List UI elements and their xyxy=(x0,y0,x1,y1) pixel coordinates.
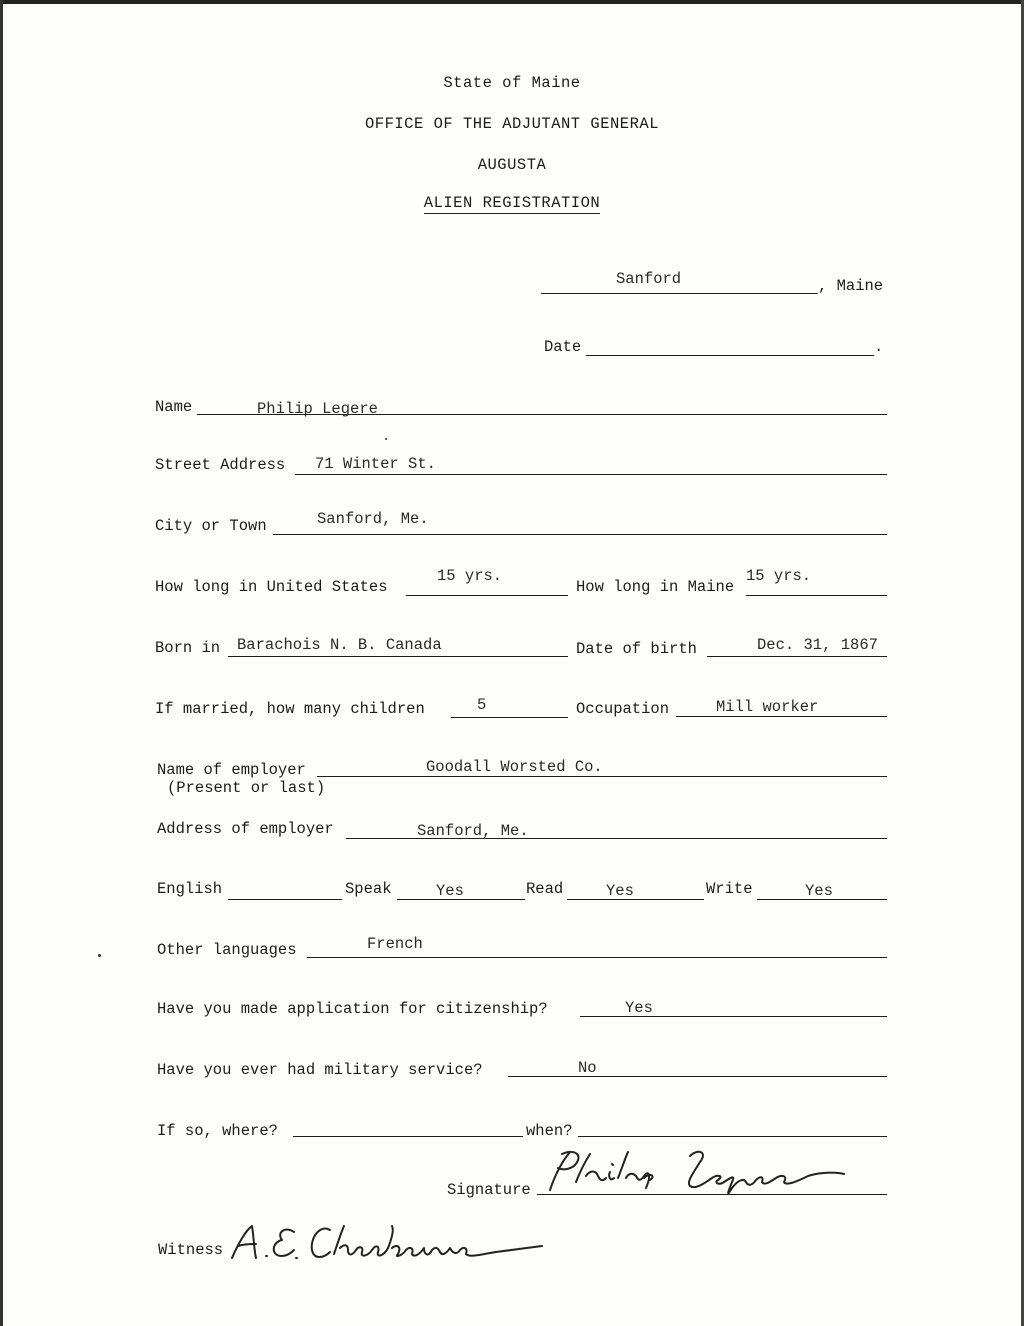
how-long-maine-value: 15 yrs. xyxy=(746,567,812,585)
street-address-value: 71 Winter St. xyxy=(315,455,436,473)
born-in-value: Barachois N. B. Canada xyxy=(237,636,442,654)
signature-label: Signature xyxy=(447,1181,531,1199)
how-long-maine-line xyxy=(746,595,887,596)
place-value: Sanford xyxy=(616,270,682,288)
write-value: Yes xyxy=(805,882,833,900)
name-value: Philip Legere xyxy=(257,400,378,418)
speak-value: Yes xyxy=(436,882,464,900)
employer-sublabel: (Present or last) xyxy=(167,779,326,797)
header-title-text: ALIEN REGISTRATION xyxy=(423,194,601,212)
employer-address-value: Sanford, Me. xyxy=(417,822,529,840)
employer-address-label: Address of employer xyxy=(157,820,334,838)
read-label: Read xyxy=(526,880,564,898)
header-office: OFFICE OF THE ADJUTANT GENERAL xyxy=(364,115,660,133)
how-long-us-line xyxy=(406,595,568,596)
where-label: If so, where? xyxy=(157,1122,278,1140)
write-line xyxy=(757,899,887,900)
write-label: Write xyxy=(706,880,753,898)
scan-edge-top xyxy=(0,0,1024,4)
witness-label: Witness xyxy=(158,1241,224,1259)
speak-line xyxy=(397,899,525,900)
date-of-birth-value: Dec. 31, 1867 xyxy=(757,636,878,654)
how-long-us-label: How long in United States xyxy=(155,578,388,596)
read-value: Yes xyxy=(606,882,634,900)
header-title xyxy=(0,194,1024,212)
scan-speck xyxy=(98,954,101,957)
military-value: No xyxy=(578,1059,597,1077)
children-line xyxy=(451,717,568,718)
city-label: City or Town xyxy=(155,517,267,535)
read-line xyxy=(567,899,704,900)
date-label: Date xyxy=(544,338,582,356)
date-of-birth-label: Date of birth xyxy=(576,640,697,658)
employer-label: Name of employer xyxy=(157,761,306,779)
street-address-line xyxy=(295,474,887,475)
place-line xyxy=(541,293,818,294)
other-languages-label: Other languages xyxy=(157,941,297,959)
signature-image xyxy=(540,1142,860,1202)
witness-signature-image xyxy=(226,1218,556,1268)
place-suffix: , Maine xyxy=(818,277,884,295)
citizenship-value: Yes xyxy=(625,999,653,1017)
how-long-maine-label: How long in Maine xyxy=(576,578,735,596)
header-state: State of Maine xyxy=(443,74,581,92)
military-label: Have you ever had military service? xyxy=(157,1061,483,1079)
header-city: AUGUSTA xyxy=(477,156,547,174)
city-line xyxy=(273,534,887,535)
when-label: when? xyxy=(526,1122,573,1140)
occupation-value: Mill worker xyxy=(716,698,819,716)
military-line xyxy=(508,1076,887,1077)
scan-speck xyxy=(385,438,387,440)
name-label: Name xyxy=(155,398,193,416)
how-long-us-value: 15 yrs. xyxy=(437,567,503,585)
employer-line xyxy=(317,776,887,777)
date-line xyxy=(586,355,874,356)
other-languages-value: French xyxy=(367,935,423,953)
employer-address-line xyxy=(346,838,887,839)
where-line xyxy=(293,1136,523,1137)
english-label: English xyxy=(157,880,223,898)
citizenship-label: Have you made application for citizenship? xyxy=(157,1000,548,1018)
other-languages-line xyxy=(307,957,887,958)
name-line xyxy=(197,414,887,415)
street-address-label: Street Address xyxy=(155,456,286,474)
occupation-line xyxy=(676,716,887,717)
children-label: If married, how many children xyxy=(155,700,425,718)
citizenship-line xyxy=(580,1016,887,1017)
speak-label: Speak xyxy=(345,880,392,898)
born-in-label: Born in xyxy=(155,639,221,657)
when-line xyxy=(578,1136,887,1137)
date-of-birth-line xyxy=(707,656,887,657)
occupation-label: Occupation xyxy=(576,700,670,718)
children-value: 5 xyxy=(477,696,487,714)
city-value: Sanford, Me. xyxy=(317,510,429,528)
english-line xyxy=(228,899,342,900)
born-in-line xyxy=(228,656,568,657)
employer-value: Goodall Worsted Co. xyxy=(426,758,603,776)
date-end-mark: . xyxy=(874,338,884,356)
